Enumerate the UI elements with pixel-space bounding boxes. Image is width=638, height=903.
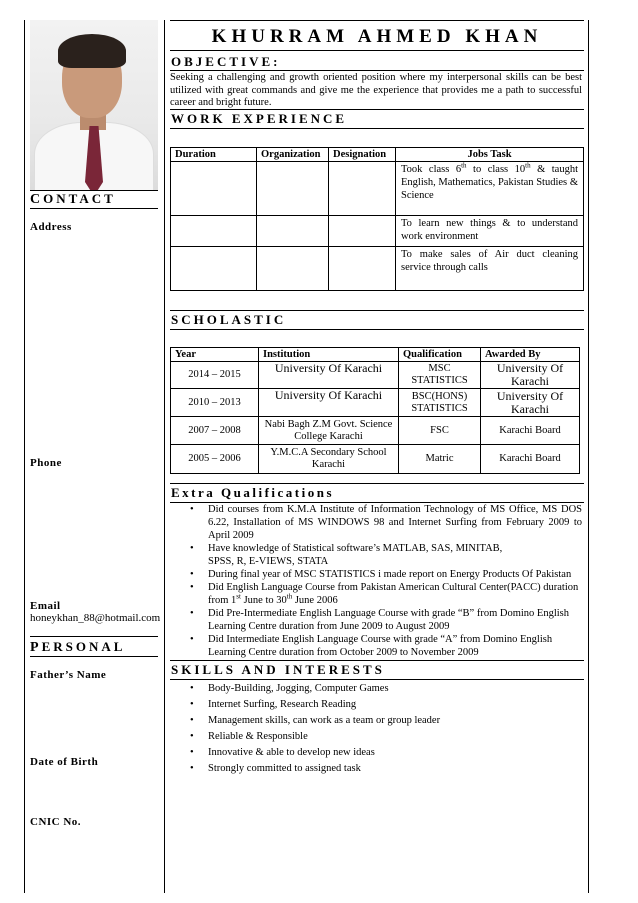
left-border xyxy=(24,20,25,893)
phone-label: Phone xyxy=(30,457,62,469)
objective-text: Seeking a challenging and growth oriented position where my interpersonal skills can be best utilized with great commands and give me the experience that provides me a path to successful career and bright future. xyxy=(170,72,582,108)
table-row xyxy=(171,247,584,291)
table-row: 2005 – 2006 Y.M.C.A Secondary School Karachi Matric Karachi Board xyxy=(171,445,580,474)
list-item: • Innovative & able to develop new ideas xyxy=(190,745,582,761)
list-item: • Body-Building, Jogging, Computer Games xyxy=(190,681,582,697)
contact-rule-bottom xyxy=(30,208,158,209)
list-item: • Management skills, can work as a team or group leader xyxy=(190,713,582,729)
column-designation: Designation xyxy=(329,148,396,162)
objective-rule xyxy=(170,70,584,71)
profile-photo xyxy=(30,20,158,190)
column-qualification: Qualification xyxy=(399,348,481,362)
table-row: 2014 – 2015 University Of Karachi MSC STATISTICS University Of Karachi xyxy=(171,362,580,389)
extra-qualifications-list xyxy=(190,503,582,659)
column-duration: Duration xyxy=(171,148,257,162)
skills-rule-bottom xyxy=(170,679,584,680)
extra-rule-top xyxy=(170,483,584,484)
table-row: 2007 – 2008 Nabi Bagh Z.M Govt. Science College Karachi FSC Karachi Board xyxy=(171,417,580,445)
list-item: • Have knowledge of Statistical software’s MATLAB, SAS, MINITAB, SPSS, R, E-VIEWS, STATA xyxy=(190,542,582,568)
list-item: • Did courses from K.M.A Institute of Information Technology of MS Office, MS DOS 6.22, Installation of MS WINDOWS 98 and Internet Surfing from February 2009 to April 2009 xyxy=(190,503,582,542)
list-item: • Reliable & Responsible xyxy=(190,729,582,745)
cnic-label: CNIC No. xyxy=(30,816,82,828)
email-value[interactable]: honeykhan_88@hotmail.com xyxy=(30,612,161,624)
work-experience-table xyxy=(170,147,584,291)
column-awarded-by: Awarded By xyxy=(481,348,580,362)
scholastic-rule-top xyxy=(170,310,584,311)
address-label: Address xyxy=(30,221,72,233)
scholastic-rule-bottom xyxy=(170,329,584,330)
objective-heading: OBJECTIVE: xyxy=(171,54,281,69)
column-institution: Institution xyxy=(259,348,399,362)
scholastic-table xyxy=(170,347,580,474)
personal-rule-top xyxy=(30,636,158,637)
right-border xyxy=(588,20,589,893)
contact-heading: CONTACT xyxy=(30,191,116,207)
father-name-label: Father’s Name xyxy=(30,669,107,681)
job-task-cell: To make sales of Air duct cleaning service through calls xyxy=(396,247,584,291)
job-task-cell: Took class 6th to class 10th & taught English, Mathematics, Pakistan Studies & Science xyxy=(396,162,584,216)
table-row xyxy=(171,216,584,247)
skills-list xyxy=(190,681,582,777)
column-year: Year xyxy=(171,348,259,362)
extra-qualifications-heading: Extra Qualifications xyxy=(171,485,335,500)
email-label: Email xyxy=(30,600,61,612)
work-rule-top xyxy=(170,109,584,110)
column-divider xyxy=(164,20,165,893)
list-item: • Did Intermediate English Language Course with grade “A” from Domino English Learning Centre duration from October 2009 to November 2009 xyxy=(190,633,582,659)
list-item: • Strongly committed to assigned task xyxy=(190,761,582,777)
skills-rule-top xyxy=(170,660,584,661)
scholastic-heading: SCHOLASTIC xyxy=(171,312,287,327)
table-row: 2010 – 2013 University Of Karachi BSC(HONS) STATISTICS University Of Karachi xyxy=(171,389,580,417)
list-item: • Did Pre-Intermediate English Language Course with grade “B” from Domino English Learning Centre duration from June 2009 to August 2009 xyxy=(190,607,582,633)
table-header-row xyxy=(171,348,580,362)
work-rule-bottom xyxy=(170,128,584,129)
table-header-row xyxy=(171,148,584,162)
skills-heading: SKILLS AND INTERESTS xyxy=(171,662,385,677)
column-jobs-task: Jobs Task xyxy=(396,148,584,162)
list-item: • During final year of MSC STATISTICS i made report on Energy Products Of Pakistan xyxy=(190,568,582,581)
date-of-birth-label: Date of Birth xyxy=(30,756,99,768)
candidate-name: KHURRAM AHMED KHAN xyxy=(211,26,543,47)
list-item: • Did English Language Course from Pakistan American Cultural Center(PACC) duration from 1st June to 30th June 2006 xyxy=(190,581,582,607)
personal-rule-bottom xyxy=(30,656,158,657)
name-rule-bottom xyxy=(170,50,584,51)
personal-heading: PERSONAL xyxy=(30,639,126,655)
column-organization: Organization xyxy=(257,148,329,162)
name-rule-top xyxy=(170,20,584,21)
list-item: • Internet Surfing, Research Reading xyxy=(190,697,582,713)
work-experience-heading: WORK EXPERIENCE xyxy=(171,111,348,126)
table-row xyxy=(171,162,584,216)
job-task-cell: To learn new things & to understand work environment xyxy=(396,216,584,247)
